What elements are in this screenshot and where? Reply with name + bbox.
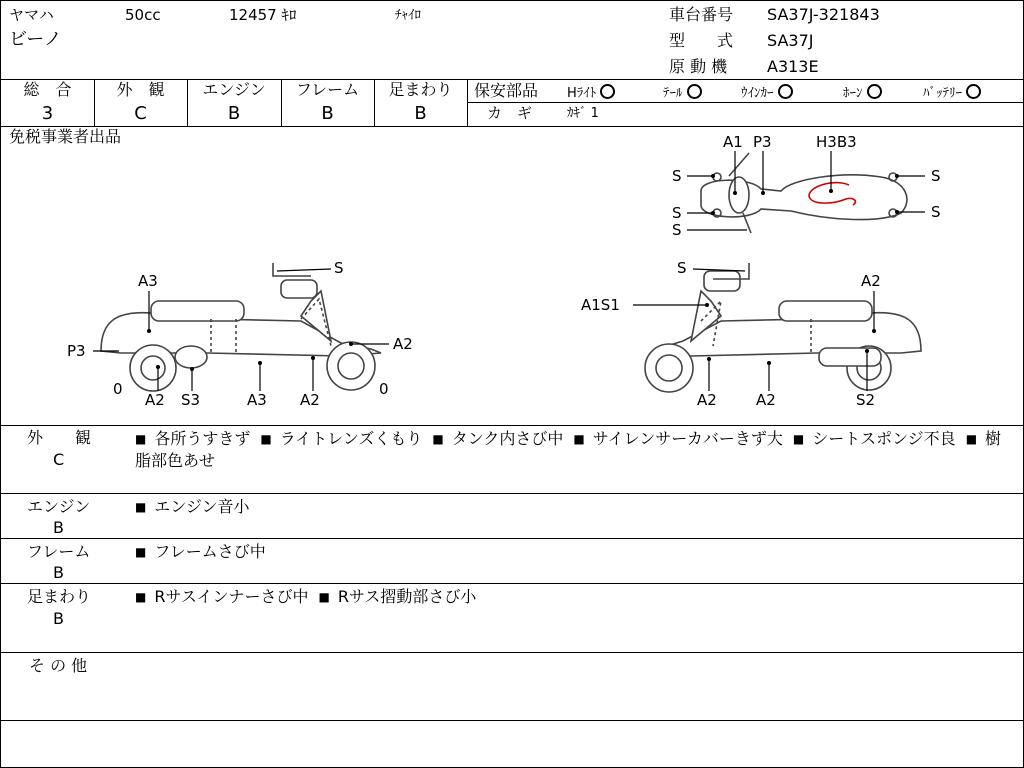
remark-suspension-grade: B	[53, 609, 64, 628]
label-left-a3: A3	[138, 272, 158, 290]
key-label: カ ギ	[487, 104, 533, 122]
remark-exterior-grade: C	[53, 450, 65, 469]
remark-other-label: そ の 他	[29, 656, 88, 675]
label-top-p3: P3	[753, 133, 772, 151]
engine-type-label: 原 動 機	[669, 57, 728, 76]
remark-frame-items: ■ フレームさび中	[135, 542, 266, 561]
frame-no-label: 車台番号	[669, 5, 734, 24]
displacement: 50cc	[125, 6, 161, 24]
frame-no: SA37J-321843	[767, 5, 880, 24]
label-top-s3: S	[672, 221, 682, 239]
label-left-zero-r: 0	[379, 380, 389, 398]
part-horn: ﾎｰﾝ	[843, 84, 882, 100]
grade-label-engine: エンジン	[202, 80, 266, 99]
part-headlight: Hﾗｲﾄ	[567, 84, 615, 100]
remark-engine-items: ■ エンジン音小	[135, 497, 250, 516]
grade-label-frame: フレーム	[295, 80, 360, 99]
label-right-a2-top: A2	[861, 272, 881, 290]
color: ﾁｬｲﾛ	[395, 8, 421, 23]
label-left-b-a2b: A2	[300, 391, 320, 409]
grade-value-suspension: B	[414, 103, 427, 124]
label-left-p3: P3	[67, 342, 86, 360]
scooter-top-view	[701, 153, 907, 233]
parts-title: 保安部品	[474, 81, 539, 100]
label-top-s4: S	[931, 167, 941, 185]
label-left-b-a3: A3	[247, 391, 267, 409]
tax-exempt-note: 免税事業者出品	[9, 127, 122, 146]
label-left-b-s3: S3	[181, 391, 201, 409]
grade-value-engine: B	[227, 103, 241, 124]
label-left-a2: A2	[393, 335, 413, 353]
label-left-b-a2: A2	[145, 391, 165, 409]
model-name: ビーノ	[9, 29, 62, 50]
grade-value-frame: B	[321, 103, 334, 124]
remark-frame-grade: B	[53, 563, 64, 582]
remark-engine-grade: B	[53, 518, 64, 537]
label-right-a1s1: A1S1	[581, 296, 620, 314]
label-top-a1: A1	[723, 133, 743, 151]
maker: ヤマハ	[9, 6, 54, 24]
remark-exterior-items: ■ 各所うすきず ■ ライトレンズくもり ■ タンク内さび中 ■ サイレンサーカバーきず大 ■ シートスポンジ不良 ■ 樹脂部色あせ	[135, 429, 1002, 470]
label-left-zero-l: 0	[113, 380, 123, 398]
label-top-s1: S	[672, 167, 682, 185]
label-right-b-a2b: A2	[756, 391, 776, 409]
model-code: SA37J	[767, 31, 814, 50]
mileage: 12457 ｷﾛ	[229, 6, 297, 24]
label-right-b-a2a: A2	[697, 391, 717, 409]
engine-type: A313E	[767, 57, 819, 76]
remark-exterior-label: 外 観	[27, 428, 92, 447]
grade-label-total: 総 合	[23, 80, 72, 99]
model-code-label: 型 式	[669, 31, 734, 50]
part-taillight: ﾃｰﾙ	[663, 84, 702, 100]
remark-frame-label: フレーム	[27, 542, 91, 561]
label-left-s: S	[334, 259, 344, 277]
grade-value-exterior: C	[134, 103, 147, 124]
grade-label-suspension: 足まわり	[388, 80, 453, 99]
label-top-s2: S	[672, 204, 682, 222]
part-winker: ｳｲﾝｶｰ	[741, 84, 793, 100]
part-battery: ﾊﾞｯﾃﾘｰ	[923, 84, 981, 100]
label-top-s5: S	[931, 203, 941, 221]
remark-engine-label: エンジン	[27, 497, 91, 516]
remark-suspension-label: 足まわり	[27, 587, 92, 606]
grade-value-total: 3	[41, 103, 54, 124]
label-top-h3b3: H3B3	[816, 133, 857, 151]
remark-suspension-items: ■ Rサスインナーさび中 ■ Rサス摺動部さび小	[135, 587, 477, 606]
label-right-s: S	[677, 259, 687, 277]
label-right-b-s2: S2	[856, 391, 876, 409]
grade-label-exterior: 外 観	[116, 80, 165, 99]
key-value: ｶｷﾞ 1	[567, 106, 599, 121]
